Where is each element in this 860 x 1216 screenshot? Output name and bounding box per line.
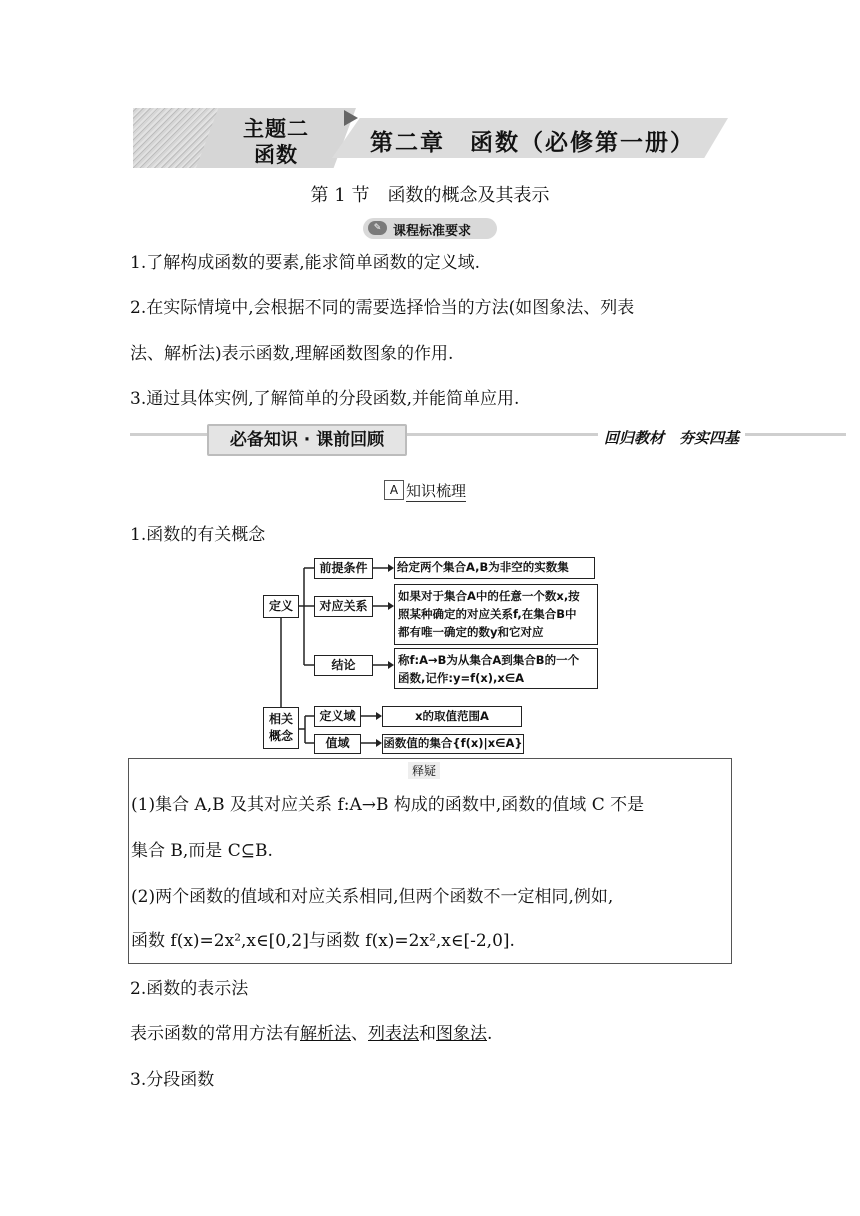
premise-text-box: 给定两个集合A,B为非空的实数集 [394,557,595,579]
topic-line-2: 函数 [254,143,298,167]
domain-text-box: x的取值范围A [382,706,522,727]
clarify-line-1: (1)集合 A,B 及其对应关系 f:A→B 构成的函数中,函数的值域 C 不是 [131,795,645,815]
correspondence-text-box: 如果对于集合A中的任意一个数x,按 照某种确定的对应关系f,在集合B中 都有唯一确定的数y和它对应 [394,584,598,645]
knowledge-icon: A [384,480,404,500]
related-concepts-box: 相关 概念 [263,707,299,749]
knowledge-sort-label: A 知识梳理 [384,480,476,500]
premise-box: 前提条件 [314,558,373,579]
knowledge-bar-motto: 回归教材 夯实四基 [598,427,745,448]
method-table: 列表法 [368,1024,419,1044]
concept-heading: 1.函数的有关概念 [130,525,266,545]
clarify-label: 释疑 [408,762,440,779]
range-text-box: 函数值的集合{f(x)|x∈A} [382,734,524,754]
standard-item-2-cont: 法、解析法)表示函数,理解函数图象的作用. [130,344,454,364]
conclusion-text-box: 称f:A→B为从集合A到集合B的一个 函数,记作:y=f(x),x∈A [394,648,598,689]
representation-heading: 2.函数的表示法 [130,979,249,999]
conclusion-box: 结论 [314,655,373,676]
method-graph: 图象法 [436,1024,487,1044]
standard-item-1: 1.了解构成函数的要素,能求简单函数的定义域. [130,253,481,273]
clarify-line-4: 函数 f(x)=2x²,x∈[0,2]与函数 f(x)=2x²,x∈[-2,0]. [131,931,515,951]
method-analytic: 解析法 [300,1024,351,1044]
correspondence-box: 对应关系 [314,596,373,617]
domain-box: 定义域 [314,706,361,727]
course-standard-label: ✎ 课程标准要求 [363,218,497,239]
standard-icon: ✎ [368,221,387,235]
definition-box: 定义 [263,595,299,618]
clarify-line-3: (2)两个函数的值域和对应关系相同,但两个函数不一定相同,例如, [131,887,614,907]
topic-line-1: 主题二 [243,117,309,141]
standard-item-3: 3.通过具体实例,了解简单的分段函数,并能简单应用. [130,389,520,409]
standard-item-2: 2.在实际情境中,会根据不同的需要选择恰当的方法(如图象法、列表 [130,298,635,318]
clarify-line-2: 集合 B,而是 C⊆B. [131,841,273,861]
range-box: 值域 [314,734,361,754]
section-title: 第 1 节 函数的概念及其表示 [310,185,550,206]
chapter-title: 第二章 函数（必修第一册） [370,130,695,156]
representation-text: 表示函数的常用方法有解析法、列表法和图象法. [130,1024,493,1044]
knowledge-bar-label: 必备知识 · 课前回顾 [207,424,407,456]
piecewise-heading: 3.分段函数 [130,1070,215,1090]
